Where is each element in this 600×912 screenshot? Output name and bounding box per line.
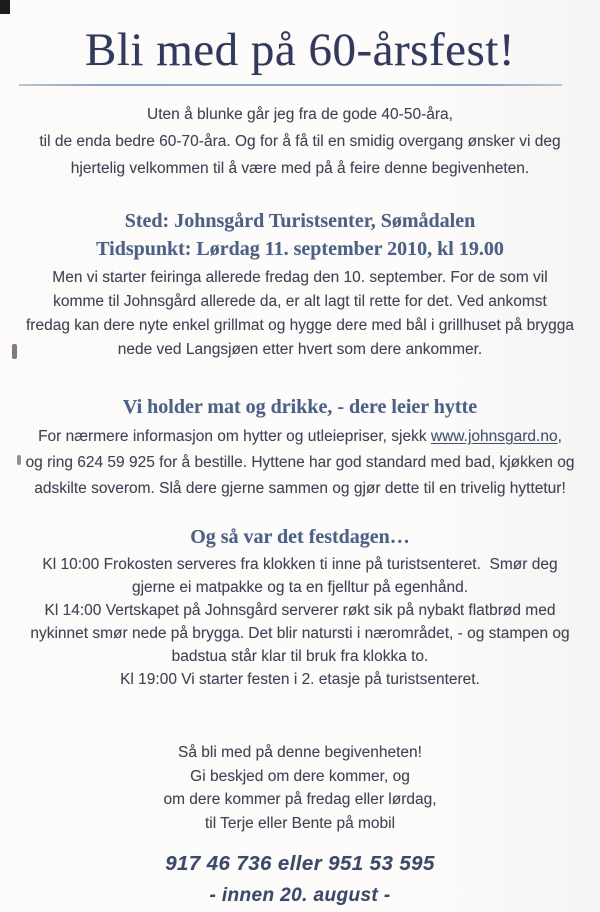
scan-artifact-left-spec-2 bbox=[17, 455, 21, 465]
scan-artifact-top-left bbox=[0, 0, 10, 14]
program-heading: Og så var det festdagen… bbox=[190, 526, 410, 548]
lodging-paragraph bbox=[0, 424, 600, 502]
lodging-line-prefix: For nærmere informasjon om hytter og utleiepriser, sjekk bbox=[38, 428, 431, 445]
program-body-line: badstua står klar til bruk fra klokka to. bbox=[171, 648, 429, 665]
event-paragraph bbox=[0, 266, 600, 362]
lodging-heading: Vi holder mat og drikke, - dere leier hytte bbox=[122, 396, 478, 418]
title-underline bbox=[19, 84, 562, 86]
phone-numbers: 917 46 736 eller 951 53 595 bbox=[165, 852, 435, 875]
intro-line: hjertelig velkommen til å være med på å feire denne begivenheten. bbox=[70, 160, 530, 177]
event-body-line: Men vi starter feiringa allerede fredag den 10. september. For de som vil bbox=[52, 269, 548, 286]
event-details-heading bbox=[0, 207, 600, 263]
event-time-line: Tidspunkt: Lørdag 11. september 2010, kl 19.00 bbox=[96, 238, 504, 260]
program-body-line: nykinnet smør nede på brygga. Det blir natursti i nærområdet, - og stampen og bbox=[30, 625, 570, 642]
closing-line: Så bli med på denne begivenheten! bbox=[178, 744, 422, 761]
closing-line: om dere kommer på fredag eller lørdag, bbox=[163, 791, 437, 808]
program-paragraph bbox=[0, 553, 600, 691]
lodging-line-suffix: , bbox=[557, 428, 562, 445]
event-body-line: komme til Johnsgård allerede da, er alt lagt til rette for det. Ved ankomst bbox=[53, 293, 547, 310]
program-body-line: gjerne ei matpakke og ta en fjelltur på egenhånd. bbox=[131, 579, 469, 596]
scan-artifact-left-spec bbox=[12, 344, 17, 359]
lodging-body-line: og ring 624 59 925 for å bestille. Hyttene har god standard med bad, kjøkken og bbox=[25, 454, 575, 471]
closing-line: til Terje eller Bente på mobil bbox=[204, 814, 396, 832]
program-body-line: Kl 10:00 Frokosten serveres fra klokken ti inne på turistsenteret. Smør deg bbox=[42, 556, 558, 573]
lodging-body-line bbox=[0, 424, 600, 450]
closing-line: Gi beskjed om dere kommer, og bbox=[190, 767, 410, 785]
intro-line: til de enda bedre 60-70-åra. Og for å få til en smidig overgang ønsker vi deg bbox=[39, 133, 561, 150]
reply-deadline: - innen 20. august - bbox=[209, 885, 391, 906]
event-body-line: nede ved Langsjøen etter hvert som dere ankommer. bbox=[117, 341, 483, 358]
event-body-line: fredag kan dere nyte enkel grillmat og hygge dere med bål i grillhuset på brygga bbox=[26, 317, 574, 334]
program-body-line: Kl 19:00 Vi starter festen i 2. etasje på turistsenteret. bbox=[120, 671, 480, 688]
lodging-body-line: adskilte soverom. Slå dere gjerne sammen og gjør dette til en trivelig hyttetur! bbox=[34, 480, 566, 497]
closing-paragraph bbox=[0, 741, 600, 835]
page-title: Bli med på 60-årsfest! bbox=[85, 24, 515, 76]
website-link[interactable]: www.johnsgard.no bbox=[430, 428, 558, 445]
program-body-line: Kl 14:00 Vertskapet på Johnsgård serverer røkt sik på nybakt flatbrød med bbox=[44, 602, 556, 619]
intro-line: Uten å blunke går jeg fra de gode 40-50-åra, bbox=[147, 106, 453, 123]
event-place-line: Sted: Johnsgård Turistsenter, Sømådalen bbox=[124, 210, 476, 232]
intro-paragraph bbox=[0, 101, 600, 182]
